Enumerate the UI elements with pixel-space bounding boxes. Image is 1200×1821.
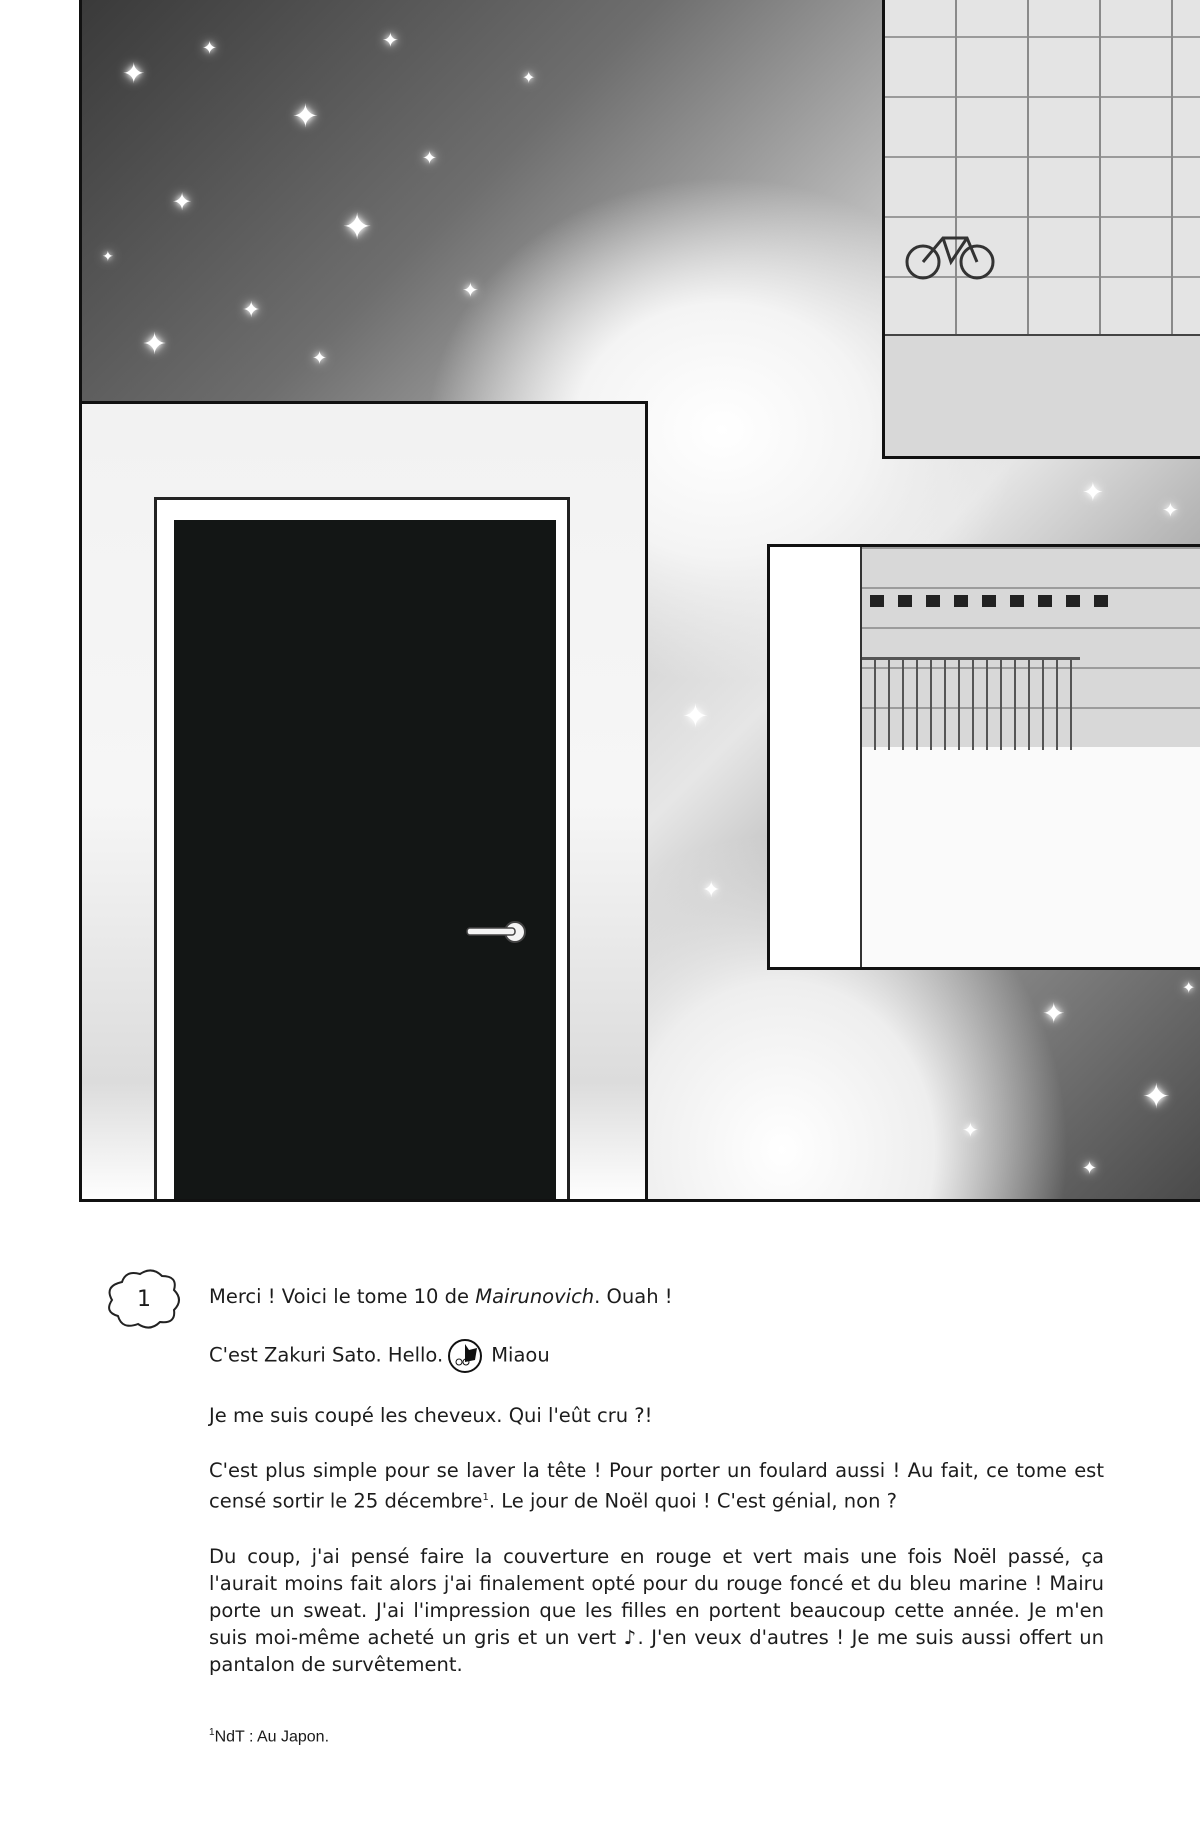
paragraph-3: Je me suis coupé les cheveux. Qui l'eût cru ?! — [209, 1404, 653, 1427]
railing — [860, 657, 1080, 750]
text: . Le jour de Noël quoi ! C'est génial, non ? — [488, 1489, 898, 1513]
sparkle-icon: ✦ — [1082, 478, 1104, 508]
sparkle-icon: ✦ — [422, 148, 438, 169]
door-handle-icon — [465, 920, 527, 944]
footnote-text: NdT : Au Japon. — [214, 1728, 330, 1746]
title-text: Mairunovich — [475, 1285, 595, 1308]
sparkle-icon: ✦ — [202, 38, 218, 59]
sparkle-icon: ✦ — [342, 207, 373, 248]
sparkle-icon: ✦ — [1082, 1158, 1098, 1179]
text: C'est Zakuri Sato. Hello. — [209, 1343, 444, 1367]
section-number: 1 — [137, 1287, 151, 1312]
manga-illustration — [79, 0, 1200, 1202]
sparkle-icon: ✦ — [682, 697, 709, 735]
sparkle-icon: ✦ — [382, 28, 399, 52]
bicycle-icon — [905, 220, 995, 280]
footnote-ref: 1 — [482, 1492, 489, 1503]
footnote — [209, 1727, 329, 1746]
cat-face-icon — [447, 1338, 483, 1374]
sparkle-icon: ✦ — [242, 298, 261, 323]
sparkle-icon: ✦ — [462, 278, 479, 302]
paragraph-1 — [209, 1283, 1104, 1310]
section-number-badge — [102, 1268, 186, 1332]
sparkle-icon: ✦ — [1142, 1077, 1171, 1117]
hallway-wall — [770, 547, 862, 967]
footnote-mark: 1 — [209, 1727, 215, 1738]
sparkle-icon: ✦ — [522, 68, 536, 87]
sparkle-icon: ✦ — [1162, 498, 1179, 522]
sparkle-icon: ✦ — [292, 97, 319, 135]
sparkle-icon: ✦ — [172, 188, 193, 216]
paragraph-4 — [209, 1457, 1104, 1515]
office-panel — [882, 0, 1200, 459]
sparkle-icon: ✦ — [102, 249, 114, 265]
sparkle-icon: ✦ — [312, 348, 328, 369]
sparkle-icon: ✦ — [702, 878, 721, 903]
sparkle-icon: ✦ — [1042, 997, 1066, 1030]
door-frame — [154, 497, 570, 1202]
author-note — [209, 1283, 1104, 1678]
sparkle-icon: ✦ — [122, 57, 146, 90]
paragraph-2 — [209, 1338, 1104, 1374]
black-door — [174, 520, 556, 1202]
sparkle-icon: ✦ — [142, 327, 168, 362]
text: Miaou — [491, 1343, 550, 1367]
paragraph-5: Du coup, j'ai pensé faire la couverture en rouge et vert mais une fois Noël passé, ça l'aurait moins fait alors j'ai finalement opté pour du rouge foncé et du bleu marine ! Mairu porte un sweat. J'ai l'impression que les filles en portent beaucoup cette année. Je m'en suis moi-même acheté un gris et un vert ♪. J'en veux d'autres ! Je me suis aussi offert un pantalon de survêtement. — [209, 1544, 1104, 1676]
sparkle-icon: ✦ — [1182, 978, 1196, 997]
text: C'est plus simple pour se laver la tête ! Pour porter un foulard aussi ! Au fait, ce tome est censé sortir le 25 décembre — [209, 1459, 1104, 1513]
text: . Ouah ! — [594, 1285, 673, 1308]
hallway-panel — [767, 544, 1200, 970]
desk — [885, 334, 1200, 456]
text: Merci ! Voici le tome 10 de — [209, 1285, 476, 1308]
wall-panel — [82, 401, 648, 1202]
sparkle-icon: ✦ — [962, 1118, 979, 1142]
